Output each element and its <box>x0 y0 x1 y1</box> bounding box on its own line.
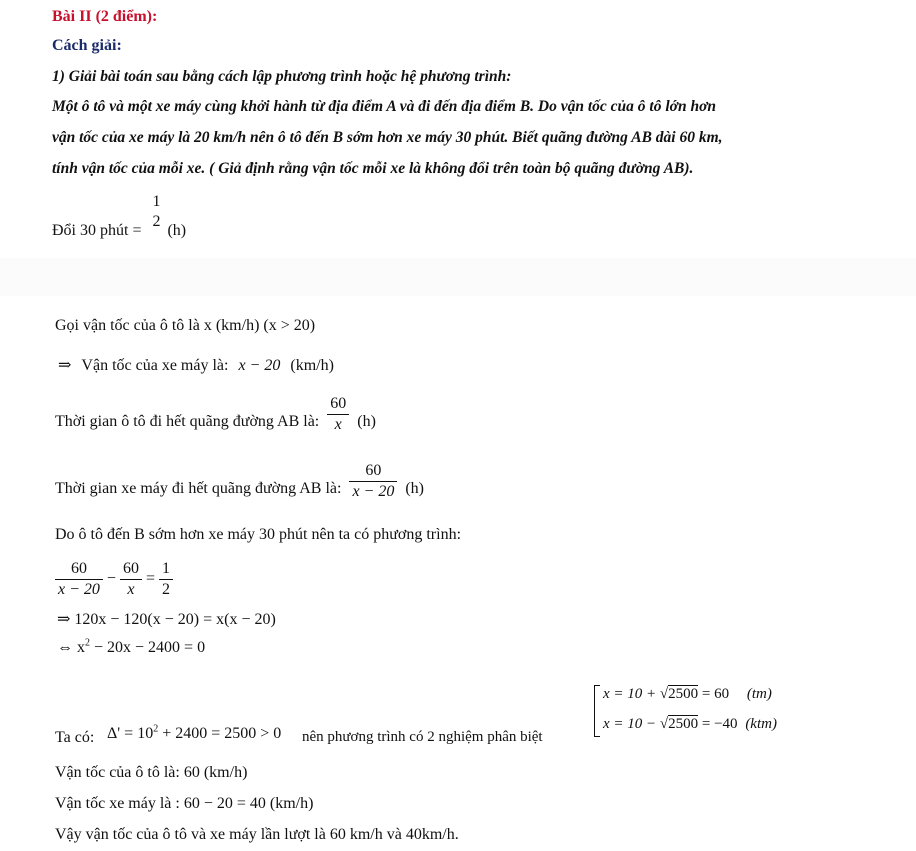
root1-sqrt: 2500 <box>668 686 699 702</box>
page-gap <box>0 258 916 296</box>
delta-text: nên phương trình có 2 nghiệm phân biệt <box>302 729 543 745</box>
equation-3 <box>57 639 205 657</box>
moto-speed-result: Vận tốc xe máy là : 60 − 20 = 40 (km/h) <box>55 795 314 812</box>
eq1-fraction-c <box>159 559 173 600</box>
car-time-prefix: Thời gian ô tô đi hết quãng đường AB là: <box>55 413 320 430</box>
eq3-sup: 2 <box>85 637 90 649</box>
root2-b: = −40 <box>698 716 738 732</box>
root-1: x = 10 + √2500 = 60 (tm) <box>603 686 772 702</box>
roots-bracket <box>594 685 600 737</box>
moto-time-fraction <box>349 461 397 502</box>
moto-time-unit: (h) <box>405 480 424 497</box>
delta-expr-b: + 2400 = 2500 > 0 <box>158 725 282 742</box>
equation-2: ⇒ 120x − 120(x − 20) = x(x − 20) <box>57 611 276 628</box>
eq1-b-num: 60 <box>120 559 142 580</box>
eq1-equals: = <box>145 570 155 588</box>
equation-intro: Do ô tô đến B sớm hơn xe máy 30 phút nên ta có phương trình: <box>55 526 462 543</box>
car-time-num: 60 <box>327 394 349 415</box>
conversion-unit: (h) <box>167 222 187 239</box>
eq3-rest: − 20x − 2400 = 0 <box>90 639 206 656</box>
delta-expression <box>107 725 281 743</box>
eq1-a-den: x − 20 <box>58 581 100 598</box>
delta-label: Ta có: <box>55 729 95 746</box>
eq1-b-den: x <box>127 581 135 598</box>
moto-speed-line <box>58 355 334 375</box>
root1-tag: (tm) <box>746 686 772 702</box>
conversion-prefix: Đổi 30 phút = <box>52 222 142 239</box>
problem-line-2: vận tốc của xe máy là 20 km/h nên ô tô đến B sớm hơn xe máy 30 phút. Biết quãng đường AB dài 60 km, <box>52 129 723 146</box>
eq1-minus: − <box>106 570 116 588</box>
eq1-fraction-b <box>120 559 142 600</box>
section-title: Bài II (2 điểm): <box>52 8 158 25</box>
delta-expr-a: Δ' = 10 <box>107 725 154 742</box>
conversion-den: 2 <box>152 213 161 230</box>
method-label: Cách giải: <box>52 37 122 54</box>
moto-speed-unit: (km/h) <box>290 357 334 374</box>
root1-a: x = 10 + <box>603 686 660 702</box>
root-2: x = 10 − √2500 = −40 (ktm) <box>603 716 777 732</box>
conversion-fraction <box>149 192 163 232</box>
eq1-c-num: 1 <box>159 559 173 580</box>
eq1-fraction-a <box>55 559 103 600</box>
car-time-den: x <box>334 416 342 433</box>
root2-a: x = 10 − <box>603 716 660 732</box>
moto-speed-prefix: Vận tốc của xe máy là: <box>81 357 229 374</box>
conversion-line <box>52 192 186 240</box>
car-time-fraction <box>327 394 349 435</box>
moto-time-line <box>55 461 424 502</box>
car-time-unit: (h) <box>357 413 376 430</box>
root2-tag: (ktm) <box>745 716 777 732</box>
implies-arrow: ⇒ <box>58 357 72 374</box>
eq1-c-den: 2 <box>161 581 170 598</box>
eq1-a-num: 60 <box>55 559 103 580</box>
car-speed-result: Vận tốc của ô tô là: 60 (km/h) <box>55 764 248 781</box>
problem-line-1: Một ô tô và một xe máy cùng khởi hành từ địa điểm A và đi đến địa điểm B. Do vận tốc của ô tô lớn hơn <box>52 98 717 115</box>
moto-time-num: 60 <box>349 461 397 482</box>
problem-line-3: tính vận tốc của mỗi xe. ( Giả định rằng vận tốc mỗi xe là không đổi trên toàn bộ quãng đường AB). <box>52 160 694 177</box>
conversion-num: 1 <box>152 193 161 210</box>
root1-b: = 60 <box>698 686 730 702</box>
let-statement: Gọi vận tốc của ô tô là x (km/h) (x > 20) <box>55 317 316 334</box>
moto-speed-expr: x − 20 <box>238 357 281 374</box>
moto-time-prefix: Thời gian xe máy đi hết quãng đường AB là: <box>55 480 342 497</box>
root2-sqrt: 2500 <box>668 716 699 732</box>
problem-instruction: 1) Giải bài toán sau bằng cách lập phương trình hoặc hệ phương trình: <box>52 68 512 85</box>
eq3-prefix: ⇔ x <box>57 639 85 656</box>
delta-sup: 2 <box>153 723 159 735</box>
equation-1 <box>55 559 173 600</box>
conclusion: Vậy vận tốc của ô tô và xe máy lần lượt là 60 km/h và 40km/h. <box>55 826 459 843</box>
car-time-line <box>55 394 376 435</box>
moto-time-den: x − 20 <box>352 483 395 500</box>
